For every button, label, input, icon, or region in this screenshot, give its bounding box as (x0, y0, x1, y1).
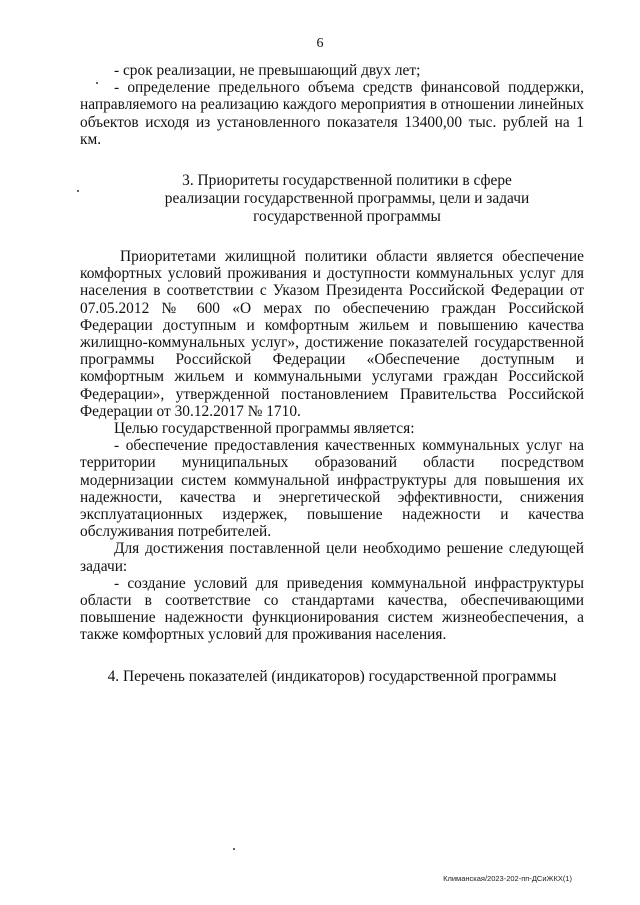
scan-speck (96, 82, 98, 84)
paragraph: Целью государственной программы является: (114, 420, 415, 438)
paragraph: - обеспечение предоставления качественных коммунальных услуг на территории муниципальных образований области посредством модернизации систем коммунальной инфраструктуры для повышения их надежности, качества и энергетической эффективности, снижения эксплуатационных издержек, повышение надежности и качества обслуживания потребителей. (80, 437, 584, 541)
section-3-heading (80, 172, 584, 226)
paragraph: Приоритетами жилищной политики области является обеспечение комфортных условий проживания и доступности коммунальных услуг для населения в соответствии с Указом Президента Российской Федерации от 07.05.2012 № 600 «О мерах по обеспечению граждан Российской Федерации доступным и комфортным жильем и повышению качества жилищно-коммунальных услуг», достижение показателей государственной программы Российской Федерации «Обеспечение доступным и комфортным жильем и коммунальными услугами граждан Российской Федерации», утвержденной постановлением Правительства Российской Федерации от 30.12.2017 № 1710. (80, 248, 584, 420)
section-3-heading-line: государственной программы (253, 208, 441, 226)
scan-speck (77, 190, 79, 192)
paragraph: - создание условий для приведения коммунальной инфраструктуры области в соответствие со стандартами качества, обеспечивающими повышение надежности функционирования систем жизнеобеспечения, а также комфортных условий для проживания населения. (80, 574, 584, 644)
document-body (80, 62, 584, 686)
paragraph: - срок реализации, не превышающий двух лет; (114, 62, 421, 79)
document-reference-code: Климанская/2023-202-пп-ДСиЖКХ(1) (443, 874, 572, 883)
paragraph: - определение предельного объема средств финансовой поддержки, направляемого на реализацию каждого мероприятия в отношении линейных объектов исходя из установленного показателя 13400,00 тыс. рублей на 1 км. (80, 79, 584, 148)
scan-speck (233, 848, 235, 850)
section-3-heading-line: реализации государственной программы, цели и задачи (164, 190, 530, 208)
page-number: 6 (316, 36, 324, 51)
paragraph: Для достижения поставленной цели необходимо решение следующей задачи: (80, 540, 584, 575)
section-3-heading-line: 3. Приоритеты государственной политики в сфере (182, 172, 512, 190)
section-4-heading: 4. Перечень показателей (индикаторов) государственной программы (107, 667, 557, 685)
